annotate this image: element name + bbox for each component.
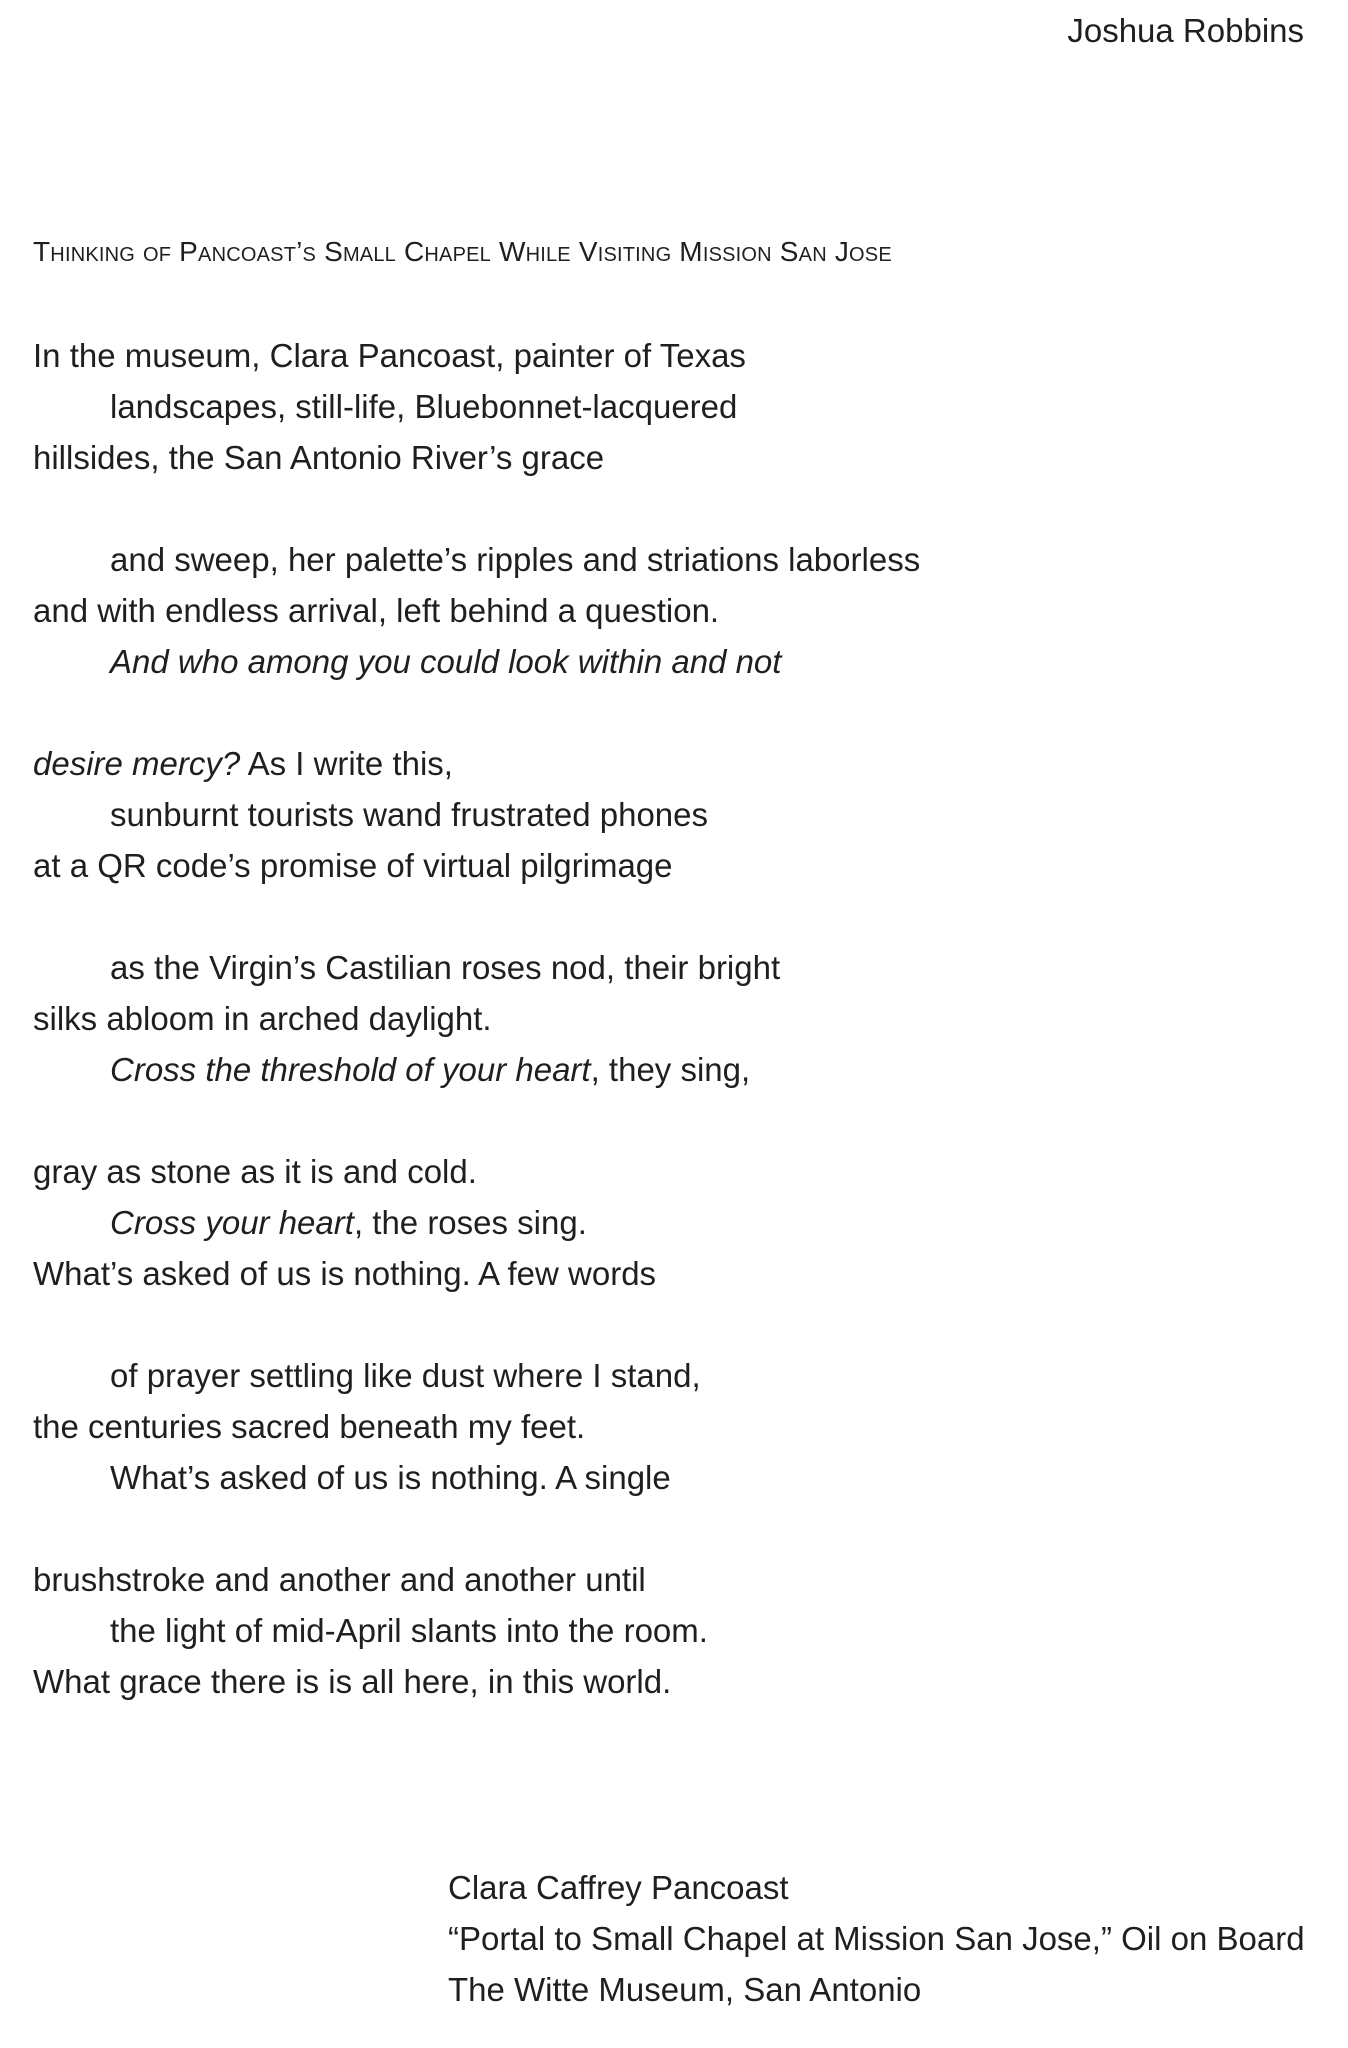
poem-line: landscapes, still-life, Bluebonnet-lacquered xyxy=(110,388,738,425)
poem-line-italic: desire mercy? xyxy=(33,745,241,782)
stanza-break xyxy=(33,1299,1313,1350)
poem-title: Thinking of Pancoast’s Small Chapel While Visiting Mission San Jose xyxy=(33,236,892,267)
poem-line: the light of mid-April slants into the room. xyxy=(110,1612,708,1649)
poem-line: What’s asked of us is nothing. A single xyxy=(110,1459,671,1496)
poem-line-italic: Cross your heart xyxy=(110,1204,354,1241)
stanza-break xyxy=(33,483,1313,534)
poem-line: of prayer settling like dust where I stand, xyxy=(110,1357,701,1394)
artwork-collection: The Witte Museum, San Antonio xyxy=(448,1971,922,2008)
poem-line: at a QR code’s promise of virtual pilgrimage xyxy=(33,847,673,884)
stanza-break xyxy=(33,1503,1313,1554)
poem-line: silks abloom in arched daylight. xyxy=(33,1000,492,1037)
artwork-attribution xyxy=(448,1862,1328,2015)
poem-line: gray as stone as it is and cold. xyxy=(33,1153,477,1190)
poem-line-italic: Cross the threshold of your heart xyxy=(110,1051,591,1088)
poem-line-text: As I write this, xyxy=(240,745,453,782)
poem-line: hillsides, the San Antonio River’s grace xyxy=(33,439,605,476)
poem-line: the centuries sacred beneath my feet. xyxy=(33,1408,586,1445)
stanza-break xyxy=(33,891,1313,942)
artwork-title: “Portal to Small Chapel at Mission San Jose,” Oil on Board xyxy=(448,1920,1305,1957)
poem-line: as the Virgin’s Castilian roses nod, their bright xyxy=(110,949,781,986)
poem-line-text: , the roses sing. xyxy=(353,1204,587,1241)
poem-line: What grace there is is all here, in this world. xyxy=(33,1663,672,1700)
poem-line xyxy=(33,1044,1313,1095)
stanza-break xyxy=(33,1095,1313,1146)
poem-line xyxy=(33,738,1313,789)
poem-line: In the museum, Clara Pancoast, painter of Texas xyxy=(33,337,746,374)
poem-body xyxy=(33,330,1313,1707)
poem-line: sunburnt tourists wand frustrated phones xyxy=(110,796,709,833)
poem-line: brushstroke and another and another until xyxy=(33,1561,646,1598)
author-name: Joshua Robbins xyxy=(1067,12,1304,49)
poem-line: What’s asked of us is nothing. A few words xyxy=(33,1255,657,1292)
poem-line: and with endless arrival, left behind a question. xyxy=(33,592,720,629)
poem-line-italic: And who among you could look within and not xyxy=(110,643,782,680)
poem-line-text: , they sing, xyxy=(590,1051,751,1088)
poem-line xyxy=(33,636,1313,687)
poem-line: and sweep, her palette’s ripples and striations laborless xyxy=(110,541,921,578)
stanza-break xyxy=(33,687,1313,738)
artist-name: Clara Caffrey Pancoast xyxy=(448,1869,789,1906)
poem-line xyxy=(33,1197,1313,1248)
